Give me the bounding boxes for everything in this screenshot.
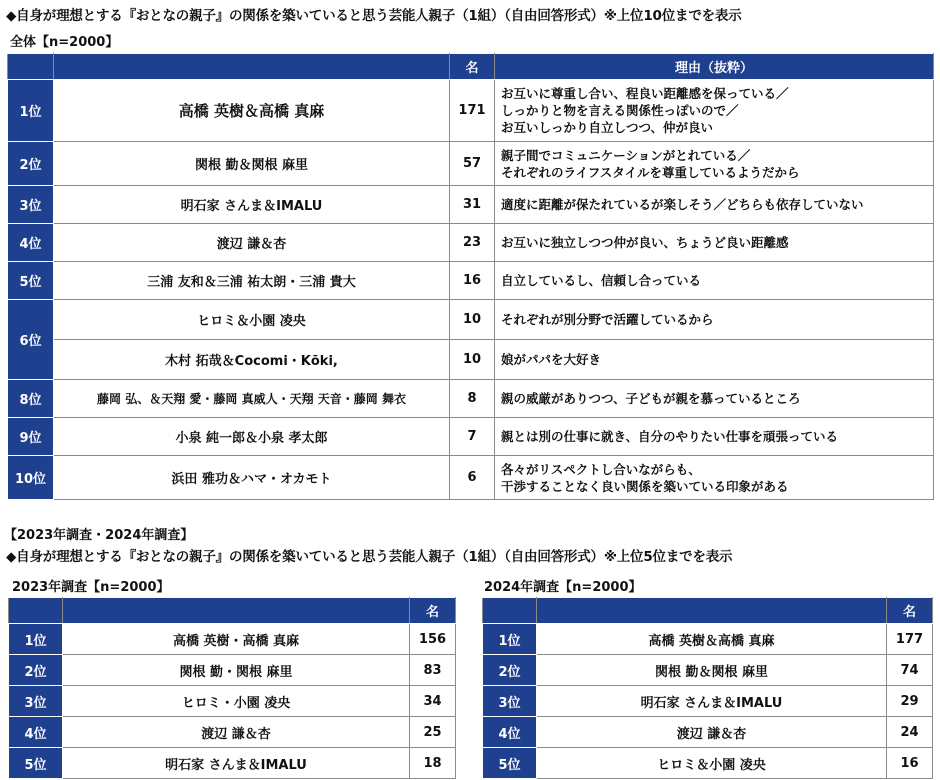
header-row-2023 xyxy=(9,598,456,624)
count-cell: 18 xyxy=(410,748,456,779)
table-row xyxy=(8,380,934,418)
rank-cell: 3位 xyxy=(483,686,537,717)
reason-line: 適度に距離が保たれているが楽しそう／どちらも依存していない xyxy=(501,197,864,212)
table-row xyxy=(8,186,934,224)
table-row xyxy=(483,686,933,717)
name-cell: 渡辺 謙＆杏 xyxy=(63,717,410,748)
main-header-row xyxy=(8,54,934,80)
rank-cell: 10位 xyxy=(8,456,54,500)
reason-line: 干渉することなく良い関係を築いている印象がある xyxy=(501,478,789,494)
reason-line: お互いしっかり自立しつつ、仲が良い xyxy=(501,120,714,135)
rank-cell: 1位 xyxy=(8,80,54,142)
reason-line: 自立しているし、信頼し合っている xyxy=(501,273,702,288)
rank-cell: 8位 xyxy=(8,380,54,418)
name-cell: 関根 勤＆関根 麻里 xyxy=(537,655,887,686)
main-title: ◆自身が理想とする『おとなの親子』の関係を築いていると思う芸能人親子（1組）（自由回答形式）※上位10位までを表示 xyxy=(6,8,742,24)
header-count: 名 xyxy=(450,54,495,80)
count-cell: 16 xyxy=(450,262,495,300)
rank-cell: 1位 xyxy=(9,624,63,655)
rank-cell: 4位 xyxy=(483,717,537,748)
header-reason: 理由（抜粋） xyxy=(495,54,934,80)
reason-cell xyxy=(495,186,934,224)
name-cell: 高橋 英樹＆高橋 真麻 xyxy=(54,80,450,142)
count-cell: 57 xyxy=(450,142,495,186)
count-cell: 10 xyxy=(450,340,495,380)
table-row xyxy=(8,224,934,262)
header-name xyxy=(537,598,887,624)
name-cell: 渡辺 謙＆杏 xyxy=(537,717,887,748)
table-row xyxy=(8,340,934,380)
name-cell: ヒロミ・小園 凌央 xyxy=(63,686,410,717)
header-row-2024 xyxy=(483,598,933,624)
header-name xyxy=(54,54,450,80)
count-cell: 31 xyxy=(450,186,495,224)
rank-cell: 5位 xyxy=(8,262,54,300)
count-cell: 24 xyxy=(887,717,933,748)
name-cell: 明石家 さんま＆IMALU xyxy=(63,748,410,779)
count-cell: 171 xyxy=(450,80,495,142)
name-cell: 高橋 英樹＆高橋 真麻 xyxy=(537,624,887,655)
rank-cell: 9位 xyxy=(8,418,54,456)
table-row xyxy=(483,717,933,748)
reason-line: お互いに尊重し合い、程良い距離感を保っている／ xyxy=(501,86,789,101)
table-2023 xyxy=(8,597,456,779)
reason-line: 親子間でコミュニケーションがとれている／ xyxy=(501,147,751,163)
name-cell: 関根 勤＆関根 麻里 xyxy=(54,142,450,186)
count-cell: 10 xyxy=(450,300,495,340)
header-count: 名 xyxy=(410,598,456,624)
rank-cell: 2位 xyxy=(9,655,63,686)
reason-cell xyxy=(495,340,934,380)
rank-cell: 3位 xyxy=(8,186,54,224)
table-row xyxy=(8,300,934,340)
history-section-label: 【2023年調査・2024年調査】 xyxy=(4,528,194,543)
count-cell: 29 xyxy=(887,686,933,717)
reason-cell xyxy=(495,142,934,186)
reason-cell xyxy=(495,300,934,340)
reason-line: 親とは別の仕事に就き、自分のやりたい仕事を頑張っている xyxy=(501,429,839,444)
rank-cell: 6位 xyxy=(8,300,54,380)
reason-line: お互いに独立しつつ仲が良い、ちょうど良い距離感 xyxy=(501,235,789,250)
reason-line: それぞれが別分野で活躍しているから xyxy=(501,312,714,327)
reason-line: 親の威厳がありつつ、子どもが親を慕っているところ xyxy=(501,391,801,406)
rank-cell: 3位 xyxy=(9,686,63,717)
count-cell: 7 xyxy=(450,418,495,456)
name-cell: 藤岡 弘、＆天翔 愛・藤岡 真威人・天翔 天音・藤岡 舞衣 xyxy=(54,380,450,418)
table-row xyxy=(9,624,456,655)
table-row xyxy=(9,655,456,686)
table-row xyxy=(9,717,456,748)
count-cell: 83 xyxy=(410,655,456,686)
header-count: 名 xyxy=(887,598,933,624)
table-row xyxy=(8,456,934,500)
count-cell: 25 xyxy=(410,717,456,748)
count-cell: 23 xyxy=(450,224,495,262)
rank-cell: 1位 xyxy=(483,624,537,655)
table-row xyxy=(9,748,456,779)
table-row xyxy=(483,624,933,655)
reason-line: それぞれのライフスタイルを尊重しているようだから xyxy=(501,164,800,180)
header-rank xyxy=(8,54,54,80)
rank-cell: 2位 xyxy=(8,142,54,186)
reason-cell xyxy=(495,224,934,262)
count-cell: 16 xyxy=(887,748,933,779)
count-cell: 156 xyxy=(410,624,456,655)
table-row xyxy=(8,418,934,456)
count-cell: 6 xyxy=(450,456,495,500)
name-cell: 浜田 雅功＆ハマ・オカモト xyxy=(54,456,450,500)
header-rank xyxy=(483,598,537,624)
table-2024 xyxy=(482,597,933,779)
reason-line: 各々がリスペクトし合いながらも、 xyxy=(501,461,701,477)
name-cell: 高橋 英樹・高橋 真麻 xyxy=(63,624,410,655)
history-title: ◆自身が理想とする『おとなの親子』の関係を築いていると思う芸能人親子（1組）（自由回答形式）※上位5位までを表示 xyxy=(6,549,733,565)
reason-line: しっかりと物を言える関係性っぽいので／ xyxy=(501,103,739,118)
reason-cell xyxy=(495,418,934,456)
name-cell: ヒロミ＆小園 凌央 xyxy=(537,748,887,779)
main-subtitle: 全体【n=2000】 xyxy=(10,35,119,50)
header-name xyxy=(63,598,410,624)
reason-cell xyxy=(495,262,934,300)
name-cell: 明石家 さんま＆IMALU xyxy=(54,186,450,224)
table-row xyxy=(9,686,456,717)
subtitle-2023: 2023年調査【n=2000】 xyxy=(12,580,170,595)
name-cell: 関根 勤・関根 麻里 xyxy=(63,655,410,686)
table-row xyxy=(483,748,933,779)
count-cell: 8 xyxy=(450,380,495,418)
name-cell: 小泉 純一郎＆小泉 孝太郎 xyxy=(54,418,450,456)
rank-cell: 2位 xyxy=(483,655,537,686)
rank-cell: 4位 xyxy=(9,717,63,748)
rank-cell: 5位 xyxy=(9,748,63,779)
count-cell: 34 xyxy=(410,686,456,717)
name-cell: 三浦 友和＆三浦 祐太朗・三浦 貴大 xyxy=(54,262,450,300)
count-cell: 177 xyxy=(887,624,933,655)
name-cell: ヒロミ＆小園 凌央 xyxy=(54,300,450,340)
name-cell: 木村 拓哉＆Cocomi・Kōki, xyxy=(54,340,450,380)
reason-cell xyxy=(495,380,934,418)
rank-cell: 5位 xyxy=(483,748,537,779)
table-row xyxy=(483,655,933,686)
table-row xyxy=(8,262,934,300)
rank-cell: 4位 xyxy=(8,224,54,262)
subtitle-2024: 2024年調査【n=2000】 xyxy=(484,580,642,595)
reason-cell xyxy=(495,80,934,142)
header-rank xyxy=(9,598,63,624)
main-ranking-table xyxy=(7,53,934,500)
count-cell: 74 xyxy=(887,655,933,686)
name-cell: 渡辺 謙＆杏 xyxy=(54,224,450,262)
table-row xyxy=(8,142,934,186)
reason-line: 娘がパパを大好き xyxy=(501,352,602,367)
name-cell: 明石家 さんま＆IMALU xyxy=(537,686,887,717)
table-row xyxy=(8,80,934,142)
reason-cell xyxy=(495,456,934,500)
